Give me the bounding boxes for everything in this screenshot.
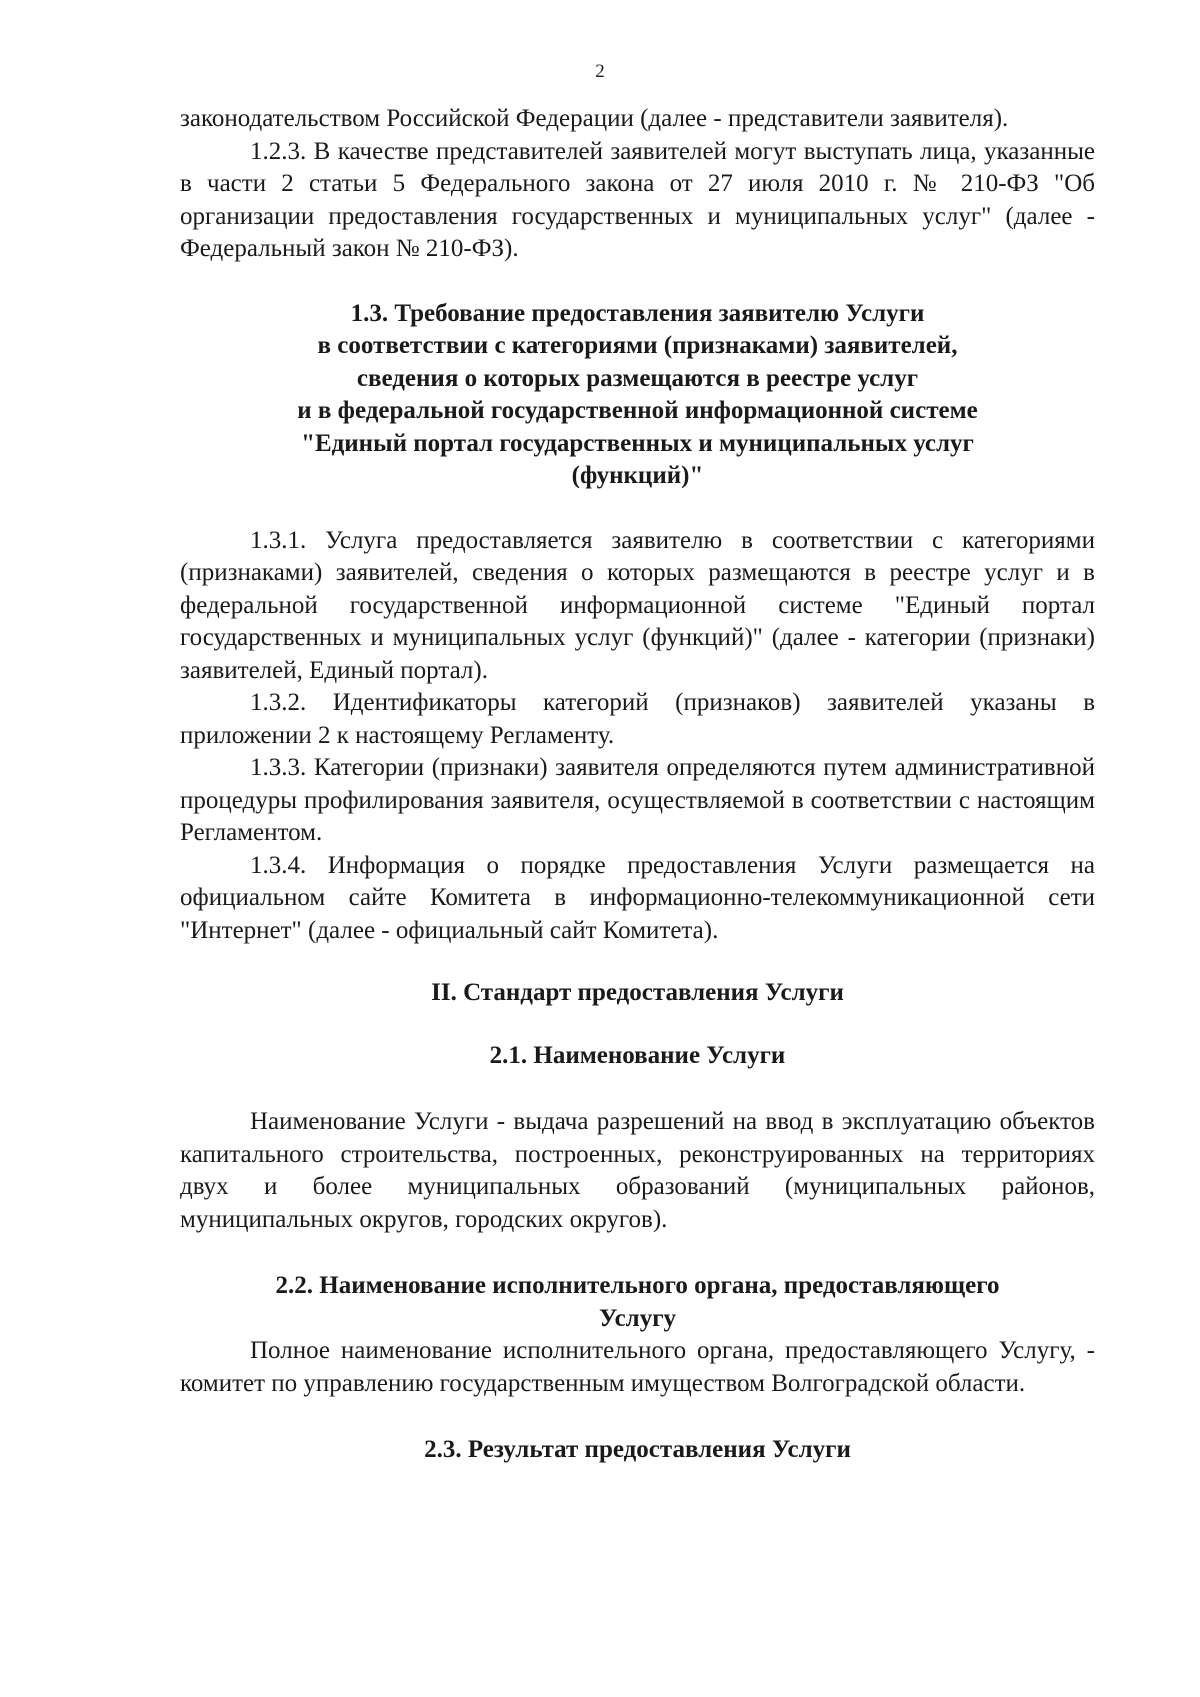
- section-2-1-text: Наименование Услуги - выдача разрешений на ввод в эксплуатацию объектов капитального строительства, построенных, реконструированных на территориях двух и более муниципальных образований (муниципальных районов, муниципальных округов, городских округов).: [180, 1108, 1095, 1233]
- paragraph-1-3-1: 1.3.1. Услуга предоставляется заявителю в соответствии с категориями (признаками) заявителей, сведения о которых размещаются в реестре услуг и в федеральной государственной информационной системе "Единый портал государственных и муниципальных услуг (функций)" (далее - категории (признаки) заявителей, Единый портал).: [180, 526, 1095, 684]
- heading-line: "Единый портал государственных и муниципальных услуг: [301, 429, 974, 457]
- heading-line: Услугу: [598, 1304, 677, 1332]
- section-2-2-heading: [180, 1270, 1095, 1335]
- page-number: 2: [595, 61, 605, 82]
- section-2-3-heading: 2.3. Результат предоставления Услуги: [424, 1436, 851, 1463]
- paragraph-1-3-3: 1.3.3. Категории (признаки) заявителя определяются путем административной процедуры профилирования заявителя, осуществляемой в соответствии с настоящим Регламентом.: [180, 754, 1095, 846]
- heading-line: 2.2. Наименование исполнительного органа, предоставляющего: [275, 1272, 1000, 1299]
- document-body: [180, 103, 1095, 1467]
- heading-line: и в федеральной государственной информационной системе: [297, 397, 978, 424]
- intro-paragraph-1: законодательством Российской Федерации (далее - представители заявителя).: [180, 105, 1009, 132]
- section-1-3-heading: [180, 298, 1095, 493]
- heading-line: сведения о которых размещаются в реестре услуг: [356, 364, 919, 392]
- section-2-1-heading: 2.1. Наименование Услуги: [489, 1041, 786, 1069]
- section-2-2-text: Полное наименование исполнительного органа, предоставляющего Услугу, - комитет по управлению государственным имуществом Волгоградской области.: [180, 1337, 1095, 1397]
- paragraph-1-3-4: 1.3.4. Информация о порядке предоставления Услуги размещается на официальном сайте Комитета в информационно-телекоммуникационной сети "Интернет" (далее - официальный сайт Комитета).: [180, 851, 1095, 944]
- section-2-heading: II. Стандарт предоставления Услуги: [431, 979, 844, 1006]
- paragraph-1-3-2: 1.3.2. Идентификаторы категорий (признаков) заявителей указаны в приложении 2 к настоящему Регламенту.: [180, 689, 1095, 749]
- heading-line: 1.3. Требование предоставления заявителю Услуги: [350, 299, 925, 327]
- heading-line: (функций)": [571, 462, 704, 489]
- intro-paragraph-2: 1.2.3. В качестве представителей заявителей могут выступать лица, указанные в части 2 статьи 5 Федерального закона от 27 июля 2010 г. № 210-ФЗ "Об организации предоставления государственных и муниципальных услуг" (далее - Федеральный закон № 210-ФЗ).: [180, 137, 1095, 262]
- heading-line: в соответствии с категориями (признаками) заявителей,: [317, 332, 958, 359]
